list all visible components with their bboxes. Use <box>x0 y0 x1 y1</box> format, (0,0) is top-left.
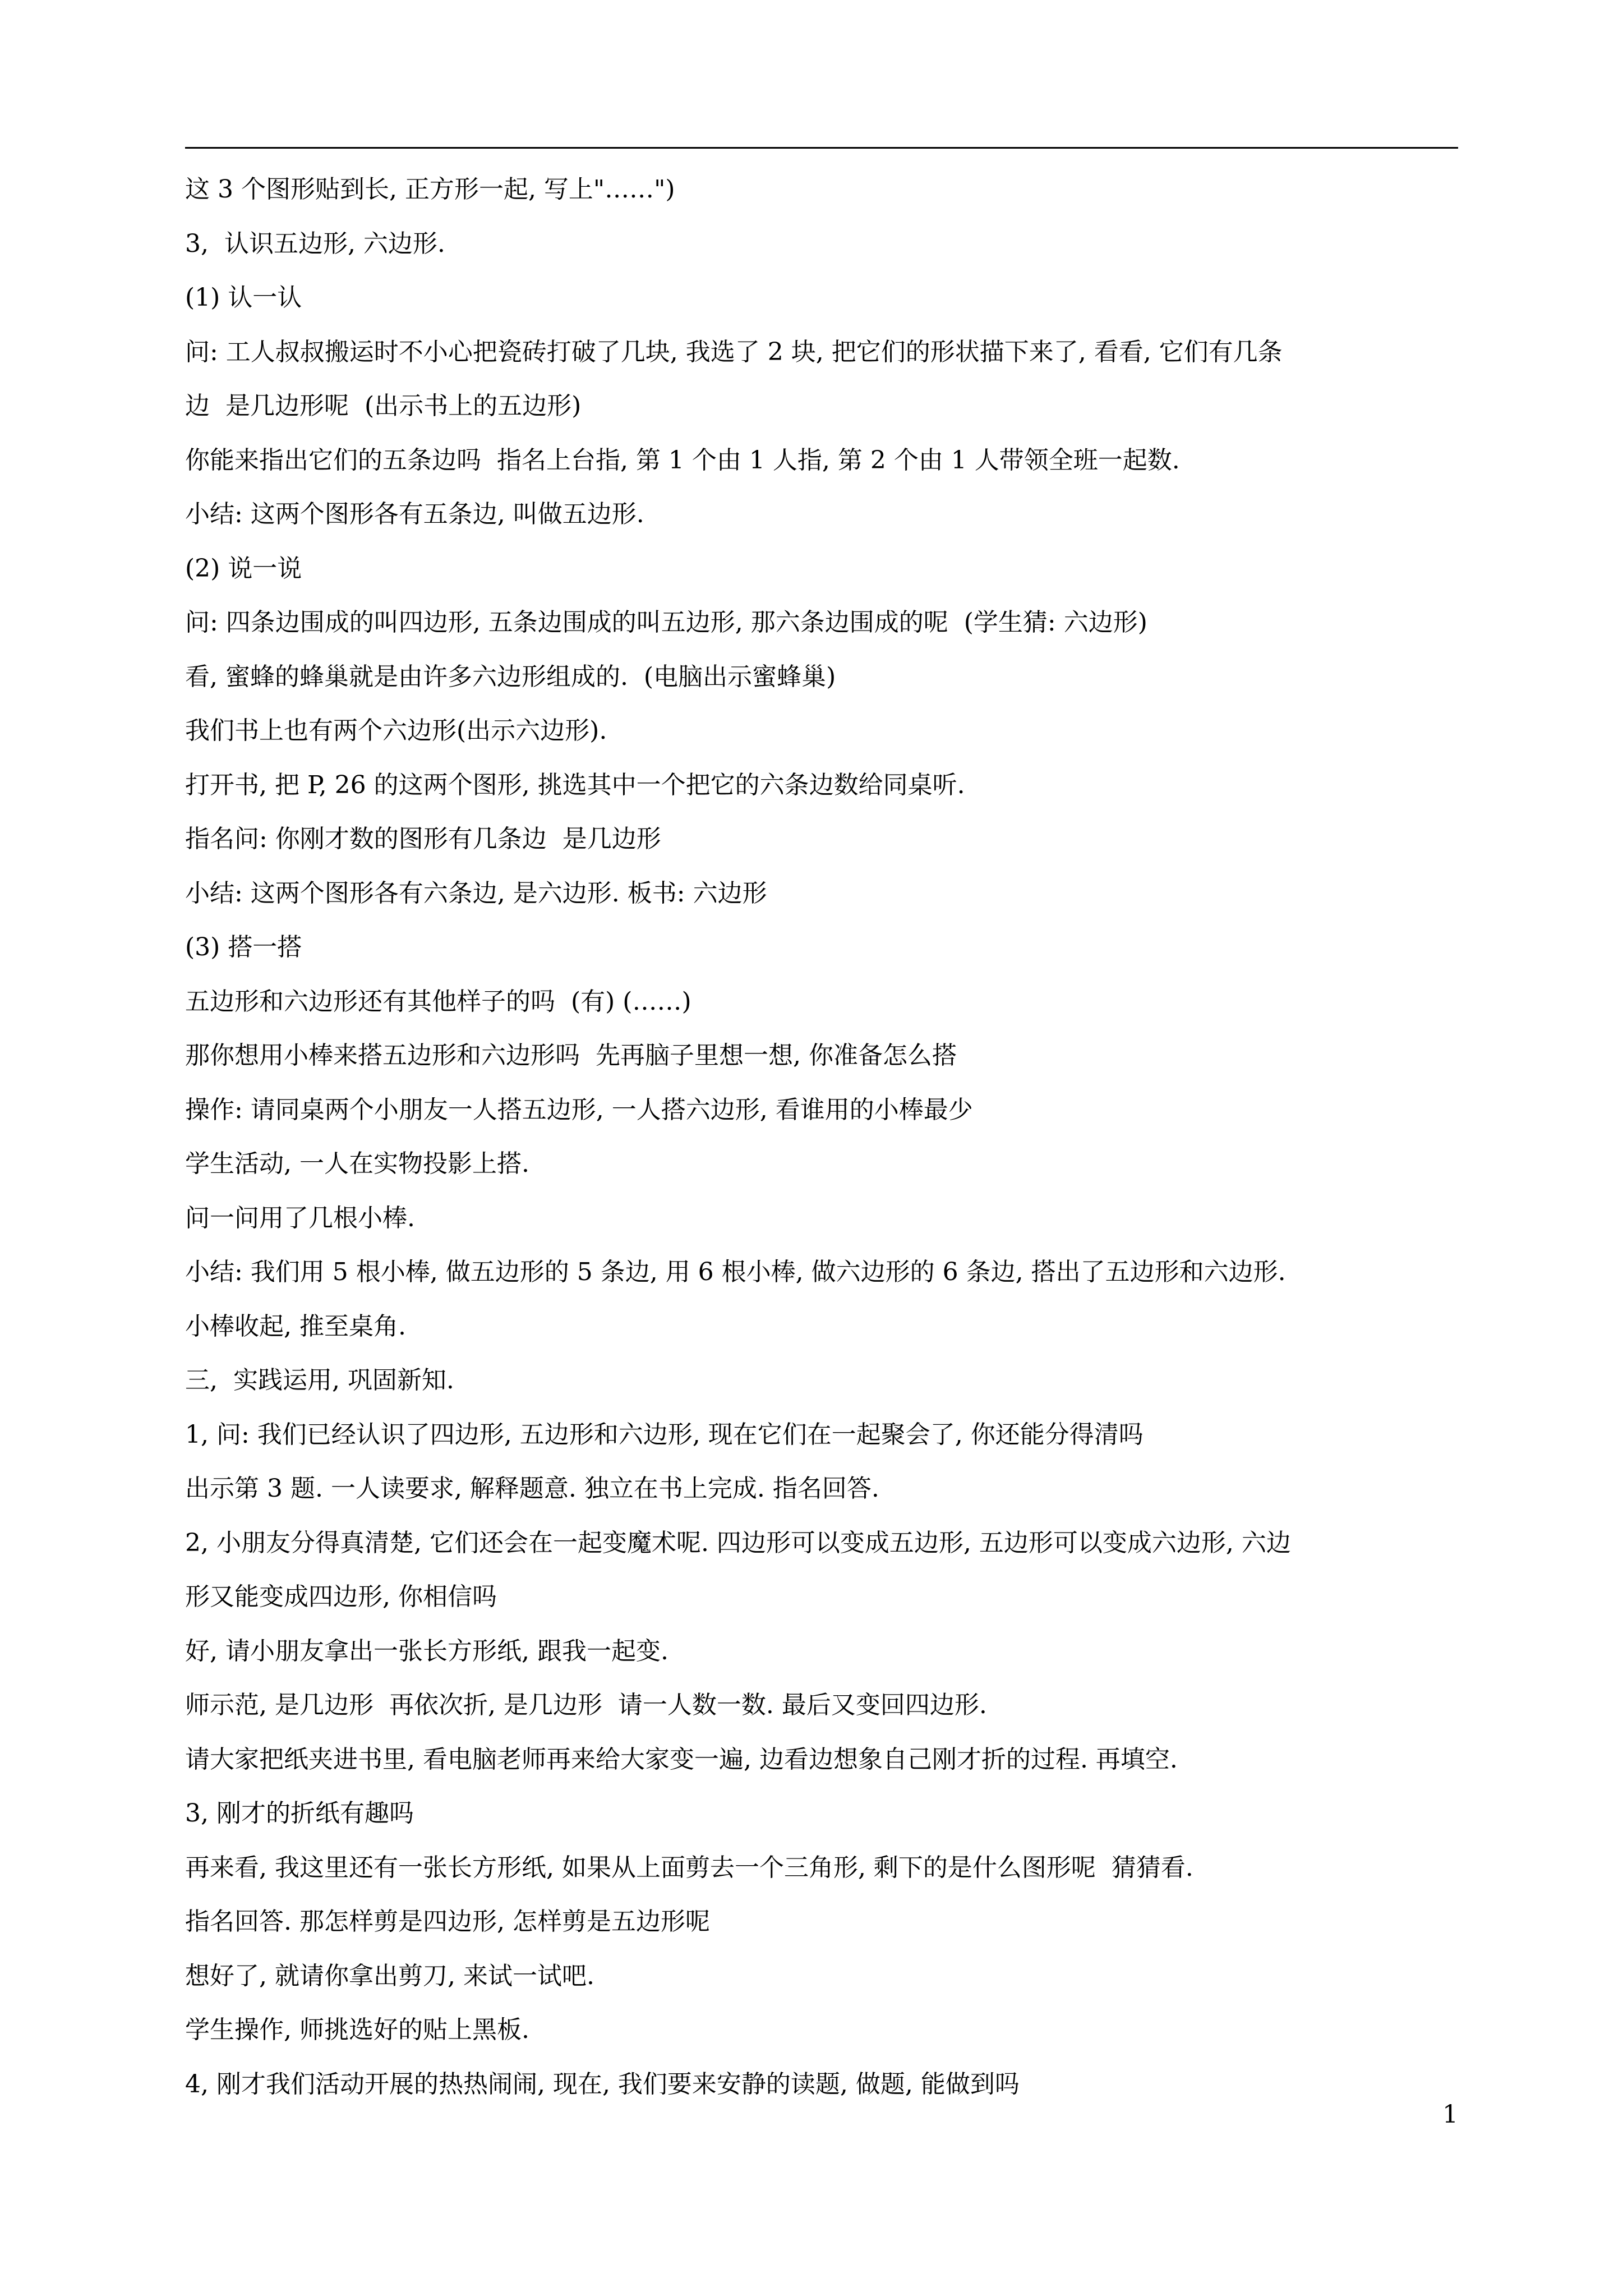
text-line: 问一问用了几根小棒. <box>185 1203 415 1232</box>
text-line: 学生操作, 师挑选好的贴上黑板. <box>185 2016 529 2044</box>
text-line: 那你想用小棒来搭五边形和六边形吗 先再脑子里想一想, 你准备怎么搭 <box>185 1041 957 1070</box>
text-line: 问: 四条边围成的叫四边形, 五条边围成的叫五边形, 那六条边围成的呢 (学生猜: 六边形) <box>185 608 1147 637</box>
subsection-heading: (2) 说一说 <box>185 554 302 583</box>
subsection-heading: (1) 认一认 <box>185 283 302 312</box>
text-line: 好, 请小朋友拿出一张长方形纸, 跟我一起变. <box>185 1636 668 1665</box>
text-line: 看, 蜜蜂的蜂巢就是由许多六边形组成的. (电脑出示蜜蜂巢) <box>185 662 836 691</box>
text-line: 问: 工人叔叔搬运时不小心把瓷砖打破了几块, 我选了 2 块, 把它们的形状描下来了, 看看, 它们有几条 <box>185 337 1283 366</box>
section-heading: 3, 认识五边形, 六边形. <box>185 229 445 258</box>
summary-line: 小结: 这两个图形各有五条边, 叫做五边形. <box>185 500 644 528</box>
text-line: 想好了, 就请你拿出剪刀, 来试一试吧. <box>185 1961 594 1990</box>
text-line: 4, 刚才我们活动开展的热热闹闹, 现在, 我们要来安静的读题, 做题, 能做到吗 <box>185 2069 1020 2099</box>
text-line: 3, 刚才的折纸有趣吗 <box>185 1799 414 1828</box>
text-line: 我们书上也有两个六边形(出示六边形). <box>185 716 607 745</box>
text-line: 这 3 个图形贴到长, 正方形一起, 写上"……") <box>185 175 675 204</box>
page-number: 1 <box>1442 2100 1458 2129</box>
text-line: 师示范, 是几边形 再依次折, 是几边形 请一人数一数. 最后又变回四边形. <box>185 1691 987 1719</box>
text-line: 请大家把纸夹进书里, 看电脑老师再来给大家变一遍, 边看边想象自己刚才折的过程. 再填空. <box>185 1745 1178 1774</box>
text-line: 2, 小朋友分得真清楚, 它们还会在一起变魔术呢. 四边形可以变成五边形, 五边形可以变成六边形, 六边 <box>185 1528 1291 1557</box>
section-heading: 三, 实践运用, 巩固新知. <box>185 1366 454 1395</box>
summary-line: 小结: 这两个图形各有六条边, 是六边形. 板书: 六边形 <box>185 878 767 908</box>
text-line: 小棒收起, 推至桌角. <box>185 1312 406 1341</box>
subsection-heading: (3) 搭一搭 <box>185 933 302 961</box>
header-rule <box>185 147 1458 149</box>
summary-line: 小结: 我们用 5 根小棒, 做五边形的 5 条边, 用 6 根小棒, 做六边形的 6 条边, 搭出了五边形和六边形. <box>185 1258 1286 1286</box>
text-line: 打开书, 把 P, 26 的这两个图形, 挑选其中一个把它的六条边数给同桌听. <box>185 770 965 799</box>
text-line: 边 是几边形呢 (出示书上的五边形) <box>185 392 582 420</box>
text-line: 操作: 请同桌两个小朋友一人搭五边形, 一人搭六边形, 看谁用的小棒最少 <box>185 1095 973 1124</box>
text-line: 你能来指出它们的五条边吗 指名上台指, 第 1 个由 1 人指, 第 2 个由 1 人带领全班一起数. <box>185 445 1180 475</box>
text-line: 1, 问: 我们已经认识了四边形, 五边形和六边形, 现在它们在一起聚会了, 你还能分得清吗 <box>185 1420 1144 1449</box>
text-line: 五边形和六边形还有其他样子的吗 (有) (……) <box>185 987 691 1016</box>
document-body <box>185 163 1458 2111</box>
text-line: 出示第 3 题. 一人读要求, 解释题意. 独立在书上完成. 指名回答. <box>185 1474 879 1503</box>
text-line: 指名回答. 那怎样剪是四边形, 怎样剪是五边形呢 <box>185 1907 710 1936</box>
text-line: 再来看, 我这里还有一张长方形纸, 如果从上面剪去一个三角形, 剩下的是什么图形呢 猜猜看. <box>185 1853 1193 1882</box>
text-line: 指名问: 你刚才数的图形有几条边 是几边形 <box>185 825 661 853</box>
text-line: 形又能变成四边形, 你相信吗 <box>185 1582 497 1611</box>
text-line: 学生活动, 一人在实物投影上搭. <box>185 1149 529 1178</box>
